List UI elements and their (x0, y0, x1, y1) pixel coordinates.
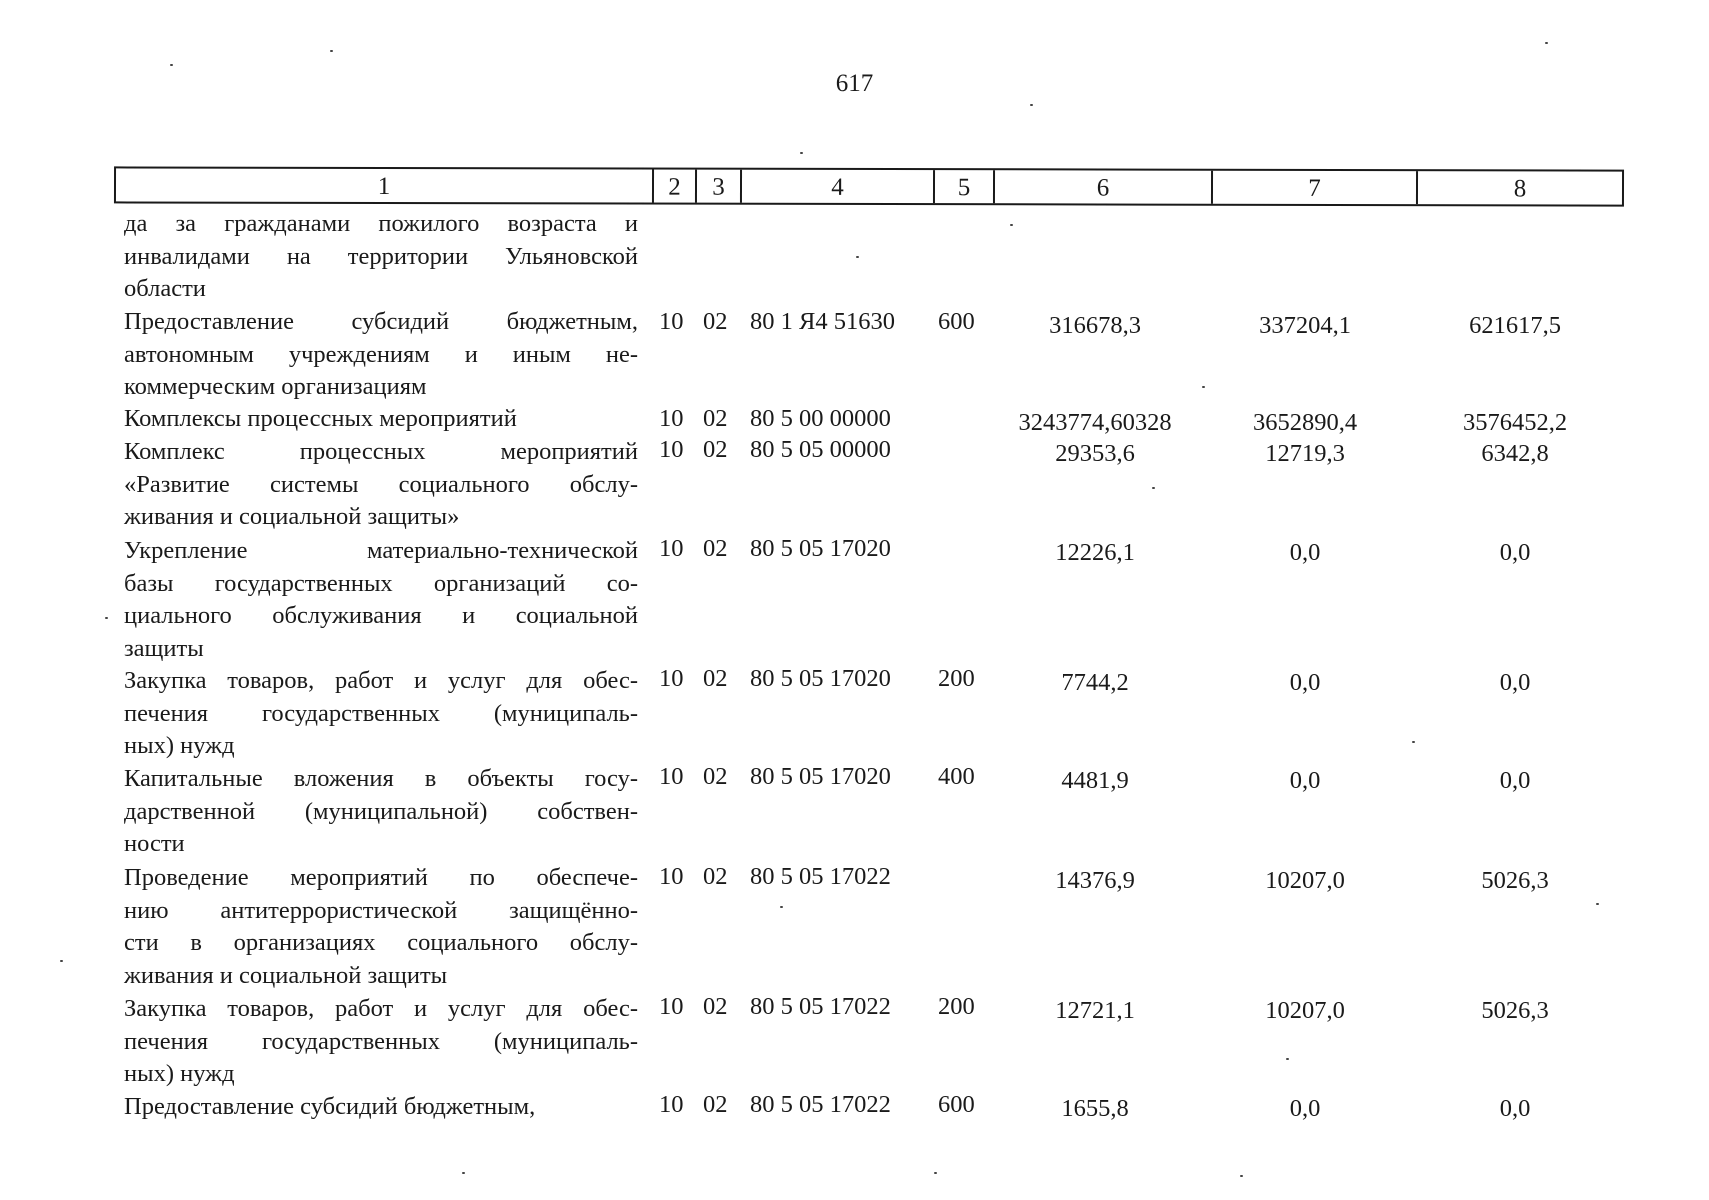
row-name (124, 436, 638, 534)
cell-c5: 400 (938, 763, 975, 790)
scan-speck (330, 50, 333, 52)
scan-speck (800, 152, 803, 154)
cell-c4: 80 5 05 17020 (750, 535, 891, 562)
cell-c6: 1655,8 (1061, 1095, 1129, 1122)
cell-c4: 80 5 00 00000 (750, 405, 891, 432)
cell-c3: 02 (703, 993, 728, 1020)
header-col-5: 5 (933, 170, 993, 203)
row-name-line: «Развитие системы социального обслу- (124, 470, 638, 498)
cell-c2: 10 (659, 308, 684, 335)
scan-speck (60, 960, 63, 962)
header-col-3: 3 (695, 170, 740, 203)
row-name (124, 306, 638, 404)
cell-c8: 0,0 (1499, 539, 1531, 566)
scan-speck (170, 64, 173, 66)
row-name-line: автономным учреждениям и иным не- (124, 340, 638, 368)
row-name-line: Предоставление субсидий бюджетным, (124, 1093, 536, 1120)
cell-c8: 6342,8 (1481, 440, 1549, 467)
row-name (124, 862, 638, 992)
row-name-line: базы государственных организаций со- (124, 569, 638, 597)
row-name-line: ных) нужд (124, 732, 235, 759)
cell-c4: 80 5 05 17020 (750, 763, 891, 790)
cell-c8: 5026,3 (1481, 867, 1549, 894)
header-col-4: 4 (740, 170, 933, 203)
cell-c3: 02 (703, 436, 728, 463)
row-name-line: да за гражданами пожилого возраста и (124, 210, 638, 237)
cell-c8: 5026,3 (1481, 997, 1549, 1024)
row-name-line: дарственной (муниципальной) собствен- (124, 797, 638, 825)
scan-speck (462, 1172, 465, 1174)
cell-c2: 10 (659, 405, 684, 432)
scan-speck (1202, 386, 1205, 388)
scan-speck (856, 256, 859, 258)
row-name (124, 403, 638, 436)
cell-c2: 10 (659, 763, 684, 790)
cell-c7: 0,0 (1289, 539, 1321, 566)
row-name-line: циального обслуживания и социальной (124, 602, 638, 629)
header-col-2: 2 (652, 170, 695, 203)
scan-speck (780, 906, 783, 908)
cell-c7: 0,0 (1289, 1095, 1321, 1122)
row-name-line: печения государственных (муниципаль- (124, 1027, 638, 1055)
cell-c8: 0,0 (1499, 1095, 1531, 1122)
row-name-line: ных) нужд (124, 1060, 235, 1087)
row-name-line: Предоставление субсидий бюджетным, (124, 308, 638, 335)
cell-c6: 29353,6 (1055, 440, 1135, 467)
row-name-line: защиты (124, 634, 204, 662)
cell-c8: 0,0 (1499, 669, 1531, 696)
scan-speck (1240, 1175, 1243, 1177)
row-name-line: коммерческим организациям (124, 373, 427, 400)
cell-c8: 3576452,2 (1462, 409, 1568, 436)
cell-c6: 12721,1 (1055, 997, 1135, 1024)
cell-c2: 10 (659, 535, 684, 562)
scan-speck (1412, 741, 1415, 743)
cell-c6: 12226,1 (1055, 539, 1135, 566)
cell-c7: 337204,1 (1259, 312, 1351, 339)
cell-c8: 0,0 (1499, 767, 1531, 794)
cell-c6: 316678,3 (1049, 312, 1141, 339)
row-name-line: печения государственных (муниципаль- (124, 699, 638, 727)
cell-c7: 3652890,4 (1252, 409, 1358, 436)
row-name-line: Комплекс процессных мероприятий (124, 438, 638, 465)
cell-c7: 10207,0 (1265, 867, 1345, 894)
row-name (124, 535, 638, 665)
table-header (114, 166, 1624, 206)
cell-c3: 02 (703, 763, 728, 790)
cell-c6: 14376,9 (1055, 867, 1135, 894)
cell-c2: 10 (659, 993, 684, 1020)
cell-c3: 02 (703, 405, 728, 432)
cell-c3: 02 (703, 1091, 728, 1118)
cell-c5: 200 (938, 993, 975, 1020)
row-name-line: Капитальные вложения в объекты госу- (124, 765, 638, 792)
scan-speck (1596, 903, 1599, 905)
row-name-line: Проведение мероприятий по обеспече- (124, 864, 638, 891)
scan-speck (1030, 104, 1033, 106)
cell-c4: 80 5 05 17022 (750, 993, 891, 1020)
cell-c7: 0,0 (1289, 669, 1321, 696)
cell-c2: 10 (659, 1091, 684, 1118)
row-name (124, 1091, 638, 1124)
row-name (124, 763, 638, 861)
cell-c5: 600 (938, 308, 975, 335)
row-name (124, 208, 638, 306)
scan-speck (105, 617, 108, 619)
row-name-line: ности (124, 830, 185, 857)
row-name (124, 665, 638, 763)
scan-speck (1545, 42, 1548, 44)
cell-c6: 3243774,60328 (1018, 409, 1172, 436)
scan-speck (1286, 1058, 1289, 1060)
cell-c2: 10 (659, 863, 684, 890)
row-name-line: области (124, 275, 206, 302)
cell-c4: 80 5 05 00000 (750, 436, 891, 463)
row-name-line: сти в организациях социального обслу- (124, 929, 638, 956)
cell-c6: 7744,2 (1061, 669, 1129, 696)
scan-speck (934, 1172, 937, 1174)
cell-c7: 10207,0 (1265, 997, 1345, 1024)
cell-c4: 80 5 05 17022 (750, 863, 891, 890)
cell-c8: 621617,5 (1469, 312, 1561, 339)
cell-c4: 80 5 05 17020 (750, 665, 891, 692)
cell-c6: 4481,9 (1061, 767, 1129, 794)
cell-c3: 02 (703, 665, 728, 692)
cell-c7: 0,0 (1289, 767, 1321, 794)
row-name-line: Комплексы процессных мероприятий (124, 405, 517, 432)
row-name (124, 993, 638, 1091)
scan-speck (1010, 224, 1013, 226)
cell-c2: 10 (659, 436, 684, 463)
cell-c5: 200 (938, 665, 975, 692)
row-name-line: Укрепление материально-технической (124, 537, 638, 564)
cell-c2: 10 (659, 665, 684, 692)
cell-c3: 02 (703, 535, 728, 562)
row-name-line: Закупка товаров, работ и услуг для обес- (124, 995, 638, 1022)
cell-c7: 12719,3 (1265, 440, 1345, 467)
cell-c4: 80 5 05 17022 (750, 1091, 891, 1118)
page-number: 617 (835, 70, 874, 97)
cell-c5: 600 (938, 1091, 975, 1118)
header-col-7: 7 (1211, 171, 1416, 204)
row-name-line: живания и социальной защиты» (124, 503, 460, 530)
row-name-line: инвалидами на территории Ульяновской (124, 242, 638, 270)
cell-c3: 02 (703, 863, 728, 890)
cell-c4: 80 1 Я4 51630 (750, 308, 895, 335)
row-name-line: Закупка товаров, работ и услуг для обес- (124, 667, 638, 694)
header-col-8: 8 (1416, 171, 1622, 204)
header-col-1: 1 (377, 172, 391, 200)
row-name-line: живания и социальной защиты (124, 961, 448, 989)
scan-speck (1152, 487, 1155, 489)
cell-c3: 02 (703, 308, 728, 335)
header-col-6: 6 (993, 170, 1211, 203)
row-name-line: нию антитеррористической защищённо- (124, 896, 638, 924)
